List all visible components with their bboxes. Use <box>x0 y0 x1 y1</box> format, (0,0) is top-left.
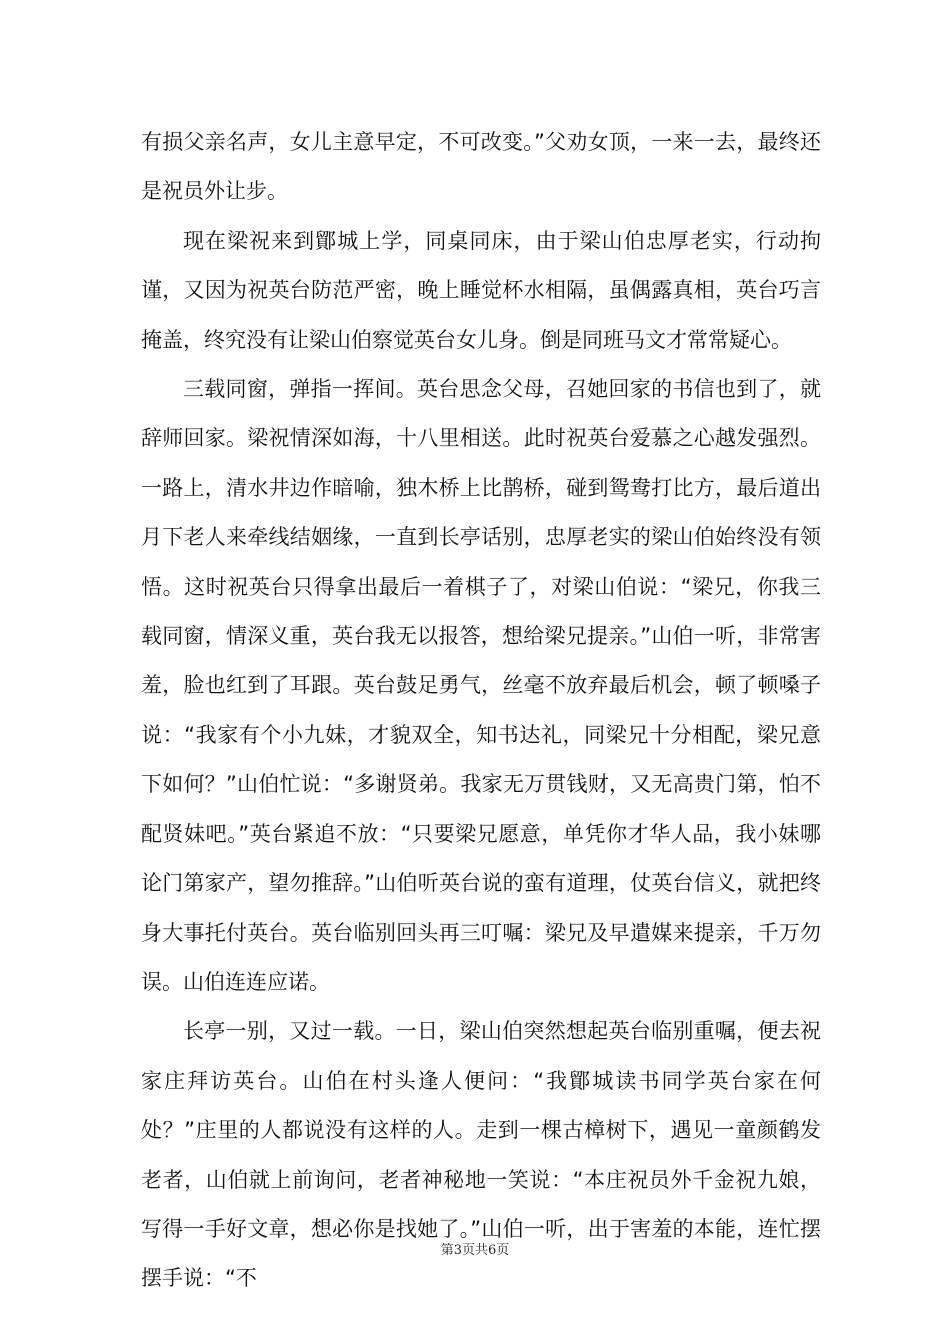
paragraph-continuation: 有损父亲名声，女儿主意早定，不可改变。”父劝女顶，一来一去，最终还是祝员外让步。 <box>141 130 821 204</box>
document-body <box>141 118 821 1304</box>
paragraph-farewell: 三载同窗，弹指一挥间。英台思念父母，召她回家的书信也到了，就辞师回家。梁祝情深如海，十八里相送。此时祝英台爱慕之心越发强烈。一路上，清水井边作暗喻，独木桥上比鹊桥，碰到鸳鸯打比方，最后道出月下老人来牵线结姻缘，一直到长亭话别，忠厚老实的梁山伯始终没有领悟。这时祝英台只得拿出最后一着棋子了，对梁山伯说：“梁兄，你我三载同窗，情深义重，英台我无以报答，想给梁兄提亲。”山伯一听，非常害羞，脸也红到了耳跟。英台鼓足勇气，丝毫不放弃最后机会，顿了顿嗓子说：“我家有个小九妹，才貌双全，知书达礼，同梁兄十分相配，梁兄意下如何？”山伯忙说：“多谢贤弟。我家无万贯钱财，又无高贵门第，怕不配贤妹吧。”英台紧追不放：“只要梁兄愿意，单凭你才华人品，我小妹哪论门第家产，望勿推辞。”山伯听英台说的蛮有道理，仗英台信义，就把终身大事托付英台。英台临别回头再三叮嘱：梁兄及早遣媒来提亲，千万勿误。山伯连连应诺。 <box>141 377 821 994</box>
page-number-footer: 第3页共6页 <box>440 1243 510 1258</box>
paragraph-visit: 长亭一别，又过一载。一日，梁山伯突然想起英台临别重嘱，便去祝家庄拜访英台。山伯在村头逢人便问：“我鄮城读书同学英台家在何处？”庄里的人都说没有这样的人。走到一棵古樟树下，遇见一童颜鹤发老者，山伯就上前询问，老者神秘地一笑说：“本庄祝员外千金祝九娘，写得一手好文章，想必你是找她了。”山伯一听，出于害羞的本能，连忙摆摆手说：“不 <box>141 1019 821 1291</box>
paragraph-school-life: 现在梁祝来到鄮城上学，同桌同床，由于梁山伯忠厚老实，行动拘谨，又因为祝英台防范严密，晚上睡觉杯水相隔，虽偶露真相，英台巧言掩盖，终究没有让梁山伯察觉英台女儿身。倒是同班马文才常常疑心。 <box>141 228 821 352</box>
